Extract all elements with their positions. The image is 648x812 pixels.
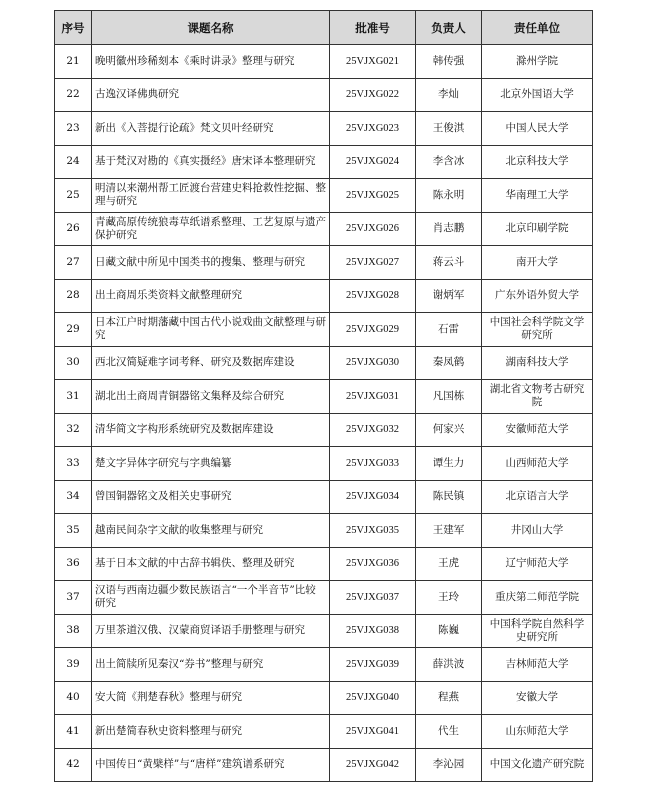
- cell-leader: 李灿: [416, 78, 482, 112]
- header-unit: 责任单位: [482, 11, 593, 45]
- cell-no: 28: [55, 279, 92, 313]
- cell-approval: 25VJXG028: [330, 279, 416, 313]
- cell-approval: 25VJXG039: [330, 648, 416, 682]
- cell-leader: 程燕: [416, 681, 482, 715]
- table-row: [55, 145, 593, 179]
- cell-leader: 凡国栋: [416, 380, 482, 414]
- cell-no: 39: [55, 648, 92, 682]
- cell-unit: 北京印刷学院: [482, 212, 593, 246]
- cell-no: 41: [55, 715, 92, 749]
- table-row: [55, 45, 593, 79]
- cell-unit: 山西师范大学: [482, 447, 593, 481]
- cell-approval: 25VJXG037: [330, 581, 416, 615]
- cell-no: 23: [55, 112, 92, 146]
- cell-no: 24: [55, 145, 92, 179]
- cell-leader: 蒋云斗: [416, 246, 482, 280]
- cell-unit: 吉林师范大学: [482, 648, 593, 682]
- cell-title: 青藏高原传统狼毒草纸谱系整理、工艺复原与遗产保护研究: [92, 212, 330, 246]
- cell-title: 清华简文字构形系统研究及数据库建设: [92, 413, 330, 447]
- cell-no: 21: [55, 45, 92, 79]
- table-row: [55, 547, 593, 581]
- cell-unit: 南开大学: [482, 246, 593, 280]
- cell-leader: 陈巍: [416, 614, 482, 648]
- table-row: [55, 480, 593, 514]
- cell-title: 明清以来潮州帮工匠渡台营建史料抢救性挖掘、整理与研究: [92, 179, 330, 213]
- cell-unit: 中国科学院自然科学史研究所: [482, 614, 593, 648]
- cell-approval: 25VJXG031: [330, 380, 416, 414]
- cell-title: 曾国铜器铭文及相关史事研究: [92, 480, 330, 514]
- cell-approval: 25VJXG021: [330, 45, 416, 79]
- table-header-row: [55, 11, 593, 45]
- cell-title: 出土简牍所见秦汉“券书”整理与研究: [92, 648, 330, 682]
- cell-title: 中国传日“黄檗样”与“唐样”建筑谱系研究: [92, 748, 330, 782]
- cell-unit: 北京科技大学: [482, 145, 593, 179]
- cell-approval: 25VJXG022: [330, 78, 416, 112]
- cell-approval: 25VJXG034: [330, 480, 416, 514]
- cell-approval: 25VJXG024: [330, 145, 416, 179]
- cell-unit: 安徽大学: [482, 681, 593, 715]
- cell-no: 34: [55, 480, 92, 514]
- cell-unit: 重庆第二师范学院: [482, 581, 593, 615]
- cell-approval: 25VJXG023: [330, 112, 416, 146]
- cell-title: 安大简《荆楚春秋》整理与研究: [92, 681, 330, 715]
- cell-leader: 陈永明: [416, 179, 482, 213]
- cell-leader: 肖志鹏: [416, 212, 482, 246]
- table-body: [55, 45, 593, 782]
- cell-unit: 北京语言大学: [482, 480, 593, 514]
- header-leader: 负责人: [416, 11, 482, 45]
- cell-leader: 何家兴: [416, 413, 482, 447]
- cell-title: 出土商周乐类资料文献整理研究: [92, 279, 330, 313]
- cell-leader: 王建军: [416, 514, 482, 548]
- cell-unit: 湖北省文物考古研究院: [482, 380, 593, 414]
- table-row: [55, 380, 593, 414]
- cell-approval: 25VJXG030: [330, 346, 416, 380]
- cell-leader: 谢炳军: [416, 279, 482, 313]
- cell-title: 楚文字异体字研究与字典编纂: [92, 447, 330, 481]
- cell-leader: 秦凤鹤: [416, 346, 482, 380]
- cell-leader: 李沁园: [416, 748, 482, 782]
- table-row: [55, 681, 593, 715]
- cell-leader: 王玲: [416, 581, 482, 615]
- cell-leader: 谭生力: [416, 447, 482, 481]
- table-row: [55, 581, 593, 615]
- cell-leader: 石雷: [416, 313, 482, 347]
- cell-no: 42: [55, 748, 92, 782]
- cell-title: 基于梵汉对勘的《真实摄经》唐宋译本整理研究: [92, 145, 330, 179]
- cell-leader: 薛洪波: [416, 648, 482, 682]
- cell-title: 日本江户时期藩藏中国古代小说戏曲文献整理与研究: [92, 313, 330, 347]
- table-row: [55, 179, 593, 213]
- cell-no: 32: [55, 413, 92, 447]
- table-row: [55, 78, 593, 112]
- cell-approval: 25VJXG035: [330, 514, 416, 548]
- header-no: 序号: [55, 11, 92, 45]
- table-row: [55, 715, 593, 749]
- cell-no: 37: [55, 581, 92, 615]
- cell-approval: 25VJXG038: [330, 614, 416, 648]
- table-row: [55, 112, 593, 146]
- cell-unit: 北京外国语大学: [482, 78, 593, 112]
- table-row: [55, 514, 593, 548]
- cell-approval: 25VJXG041: [330, 715, 416, 749]
- table-row: [55, 648, 593, 682]
- cell-unit: 安徽师范大学: [482, 413, 593, 447]
- cell-title: 新出楚简春秋史资料整理与研究: [92, 715, 330, 749]
- table-row: [55, 313, 593, 347]
- cell-no: 27: [55, 246, 92, 280]
- cell-unit: 井冈山大学: [482, 514, 593, 548]
- project-table: [54, 10, 593, 782]
- cell-approval: 25VJXG027: [330, 246, 416, 280]
- cell-no: 22: [55, 78, 92, 112]
- cell-title: 越南民间杂字文献的收集整理与研究: [92, 514, 330, 548]
- cell-approval: 25VJXG040: [330, 681, 416, 715]
- table-row: [55, 748, 593, 782]
- cell-no: 29: [55, 313, 92, 347]
- cell-leader: 李含冰: [416, 145, 482, 179]
- cell-title: 汉语与西南边疆少数民族语言“一个半音节”比较研究: [92, 581, 330, 615]
- cell-no: 30: [55, 346, 92, 380]
- cell-approval: 25VJXG026: [330, 212, 416, 246]
- cell-unit: 中国文化遗产研究院: [482, 748, 593, 782]
- cell-no: 40: [55, 681, 92, 715]
- cell-unit: 华南理工大学: [482, 179, 593, 213]
- cell-title: 基于日本文献的中古辞书辑佚、整理及研究: [92, 547, 330, 581]
- cell-leader: 代生: [416, 715, 482, 749]
- cell-unit: 辽宁师范大学: [482, 547, 593, 581]
- table-row: [55, 447, 593, 481]
- cell-unit: 广东外语外贸大学: [482, 279, 593, 313]
- cell-approval: 25VJXG033: [330, 447, 416, 481]
- cell-no: 33: [55, 447, 92, 481]
- table-row: [55, 212, 593, 246]
- cell-leader: 王虎: [416, 547, 482, 581]
- cell-no: 31: [55, 380, 92, 414]
- cell-title: 古逸汉译佛典研究: [92, 78, 330, 112]
- header-title: 课题名称: [92, 11, 330, 45]
- table-row: [55, 246, 593, 280]
- cell-leader: 韩传强: [416, 45, 482, 79]
- cell-no: 25: [55, 179, 92, 213]
- cell-title: 湖北出土商周青铜器铭文集释及综合研究: [92, 380, 330, 414]
- cell-no: 26: [55, 212, 92, 246]
- cell-approval: 25VJXG036: [330, 547, 416, 581]
- cell-approval: 25VJXG032: [330, 413, 416, 447]
- table-row: [55, 614, 593, 648]
- cell-title: 日藏文献中所见中国类书的搜集、整理与研究: [92, 246, 330, 280]
- cell-title: 新出《入菩提行论疏》梵文贝叶经研究: [92, 112, 330, 146]
- cell-no: 36: [55, 547, 92, 581]
- cell-title: 西北汉简疑难字词考释、研究及数据库建设: [92, 346, 330, 380]
- cell-title: 晚明徽州珍稀刻本《乘时讲录》整理与研究: [92, 45, 330, 79]
- cell-unit: 山东师范大学: [482, 715, 593, 749]
- cell-unit: 中国社会科学院文学研究所: [482, 313, 593, 347]
- cell-approval: 25VJXG025: [330, 179, 416, 213]
- header-approval: 批准号: [330, 11, 416, 45]
- cell-approval: 25VJXG042: [330, 748, 416, 782]
- cell-no: 38: [55, 614, 92, 648]
- cell-no: 35: [55, 514, 92, 548]
- cell-approval: 25VJXG029: [330, 313, 416, 347]
- table-row: [55, 346, 593, 380]
- cell-leader: 王俊淇: [416, 112, 482, 146]
- cell-unit: 滁州学院: [482, 45, 593, 79]
- cell-leader: 陈民镇: [416, 480, 482, 514]
- table-row: [55, 279, 593, 313]
- cell-title: 万里茶道汉俄、汉蒙商贸译语手册整理与研究: [92, 614, 330, 648]
- cell-unit: 中国人民大学: [482, 112, 593, 146]
- table-row: [55, 413, 593, 447]
- cell-unit: 湖南科技大学: [482, 346, 593, 380]
